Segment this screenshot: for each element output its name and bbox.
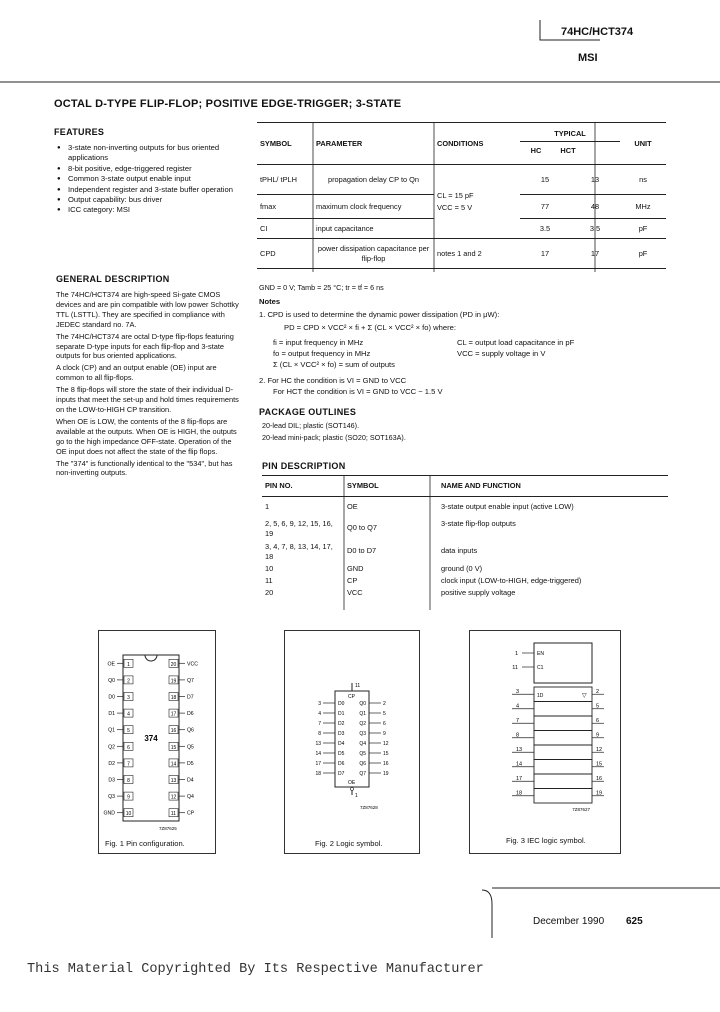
col-unit: UNIT	[620, 123, 666, 165]
register-cell	[534, 774, 592, 789]
input-label: D5	[338, 751, 345, 757]
figure-3-caption: Fig. 3 IEC logic symbol.	[506, 836, 586, 845]
pin-name: ground (0 V)	[441, 564, 483, 573]
pin-label: D6	[187, 711, 194, 718]
output-pin-number: 15	[383, 751, 389, 757]
general-heading: GENERAL DESCRIPTION	[56, 274, 170, 284]
output-pin-number: 6	[383, 721, 386, 727]
input-label: D1	[338, 711, 345, 717]
pin-label: Q0	[108, 677, 115, 684]
output-pin-number: 5	[596, 703, 600, 710]
pin-label: Q6	[187, 727, 194, 734]
pin-number: 12	[170, 794, 177, 801]
note-1: 1. CPD is used to determine the dynamic power dissipation (PD in μW):	[259, 310, 500, 319]
table-rules	[257, 122, 667, 282]
pin-symbol: D0 to D7	[347, 546, 377, 555]
col-parameter: PARAMETER	[313, 123, 434, 165]
pin-number: 8	[127, 778, 130, 784]
feature-item: ● Output capability: bus driver	[56, 195, 246, 205]
figure-code: 7Z87627	[572, 807, 590, 812]
input-pin-number: 4	[318, 711, 321, 717]
output-label: Q7	[359, 771, 366, 777]
pin-no: 20	[265, 588, 274, 597]
row-symbol: fmax	[257, 195, 313, 219]
pin-symbol: Q0 to Q7	[347, 523, 377, 532]
package-line: 20-lead DIL; plastic (SOT146).	[262, 421, 360, 430]
pin-label: Q2	[108, 744, 115, 751]
general-paragraph: The 74HC/HCT374 are octal D-type flip-flops featuring separate D-type inputs for each flip-flop and 3-state outputs for bus oriented applications.	[56, 331, 234, 361]
copyright-notice: This Material Copyrighted By Its Respective Manufacturer	[27, 962, 484, 977]
pin-label: VCC	[187, 661, 198, 668]
row-parameter: input capacitance	[313, 219, 434, 239]
feature-item: ● Common 3-state output enable input	[56, 174, 246, 184]
note-fo: fo = output frequency in MHz	[273, 349, 371, 358]
input-pin-number: 18	[516, 790, 523, 797]
pin-col-name: NAME AND FUNCTION	[441, 481, 521, 490]
pin-label: Q4	[187, 794, 194, 801]
row-hct: 48	[570, 195, 620, 219]
note-sum: Σ (CL × VCC² × fo) = sum of outputs	[273, 360, 395, 369]
oe-bubble	[351, 788, 354, 791]
input-label: D0	[338, 701, 345, 707]
input-pin-number: 13	[516, 746, 523, 753]
row-unit: MHz	[620, 195, 666, 219]
row-hct: 13	[570, 165, 620, 195]
notes-heading: Notes	[259, 297, 281, 306]
pin-number: 2	[127, 678, 130, 685]
output-pin-number: 19	[596, 790, 603, 797]
register-cell	[534, 731, 592, 746]
pin-col-no: PIN NO.	[265, 481, 293, 490]
row-symbol: tPHL/ tPLH	[257, 165, 313, 195]
input-pin-number: 18	[315, 771, 321, 777]
pin-no: 10	[265, 564, 274, 573]
pin-number: 20	[170, 661, 177, 668]
figure-3	[469, 630, 621, 854]
feature-item: ● 8-bit positive, edge-triggered register	[56, 164, 246, 174]
general-paragraph: The 8 flip-flops will store the state of their individual D-inputs that meet the set-up and hold times requirements on the LOW-to-HIGH CP transition.	[56, 385, 239, 414]
figure-code: 7Z87628	[360, 805, 378, 810]
pin-number: 19	[170, 678, 177, 685]
register-cell	[534, 702, 592, 717]
input-pin-number: 3	[516, 688, 520, 695]
pin-number: 5	[127, 728, 130, 735]
pin-label: D4	[187, 777, 194, 784]
col-conditions: CONDITIONS	[434, 123, 520, 165]
row-hct: 3.5	[570, 219, 620, 239]
note-formula: PD = CPD × VCC² × fi + Σ (CL × VCC² × fo) where:	[284, 323, 456, 332]
msi-label: MSI	[578, 52, 598, 64]
output-label: Q6	[359, 761, 366, 767]
data-label: 1D	[537, 693, 544, 699]
header-rule	[0, 0, 720, 90]
row-hct: 17	[570, 239, 620, 269]
row-parameter: propagation delay CP to Qn	[313, 165, 434, 195]
pin-number: 3	[127, 695, 130, 701]
row-hc: 17	[520, 239, 570, 269]
pin-number: 13	[170, 778, 177, 784]
cp-pin-number: 11	[355, 683, 361, 689]
clock-label: C1	[537, 665, 544, 671]
register-cell	[534, 789, 592, 804]
pin-no: 1	[265, 502, 270, 511]
register-cell	[534, 716, 592, 731]
pin-symbol: CP	[347, 576, 358, 585]
pin-label: D0	[108, 694, 115, 701]
input-label: D4	[338, 741, 345, 747]
feature-item: ● ICC category: MSI	[56, 205, 246, 215]
row-symbol: CPD	[257, 239, 313, 269]
pin-name: 3-state flip-flop outputs	[441, 519, 516, 528]
input-pin-number: 8	[318, 731, 321, 737]
iec-logic-symbol-diagram	[470, 631, 620, 831]
pin-col-symbol: SYMBOL	[347, 481, 379, 490]
input-pin-number: 4	[516, 703, 520, 710]
input-pin-number: 3	[318, 701, 321, 707]
row-hc: 77	[520, 195, 570, 219]
output-label: Q0	[359, 701, 366, 707]
output-pin-number: 2	[596, 688, 600, 695]
features-heading: FEATURES	[54, 127, 105, 137]
input-pin-number: 8	[516, 732, 520, 739]
output-pin-number: 9	[596, 732, 600, 739]
general-paragraph: When OE is LOW, the contents of the 8 flip-flops are available at the outputs. When OE is HIGH, the outputs go to the high impedance OFF-state. Operation of the OE input does not affect the state of the flip flops.	[56, 416, 237, 456]
input-label: D6	[338, 761, 345, 767]
pin-no: 11	[265, 576, 273, 585]
row-hc: 3.5	[520, 219, 570, 239]
condition-cl: CL = 15 pF	[437, 190, 474, 200]
pin-symbol: GND	[347, 564, 364, 573]
input-pin-number: 13	[315, 741, 321, 747]
output-pin-number: 5	[383, 711, 386, 717]
col-hc: HC	[530, 146, 542, 155]
feature-item: ● Independent register and 3-state buffer operation	[56, 185, 246, 195]
col-hct: HCT	[560, 146, 576, 155]
pin-number: 6	[127, 744, 130, 751]
pin-symbol: VCC	[347, 588, 363, 597]
tristate-symbol: ▽	[582, 693, 587, 699]
pin-label: D3	[108, 777, 115, 784]
pins-heading: PIN DESCRIPTION	[262, 461, 346, 471]
figure-1	[98, 630, 216, 854]
output-label: Q2	[359, 721, 366, 727]
pin-label: GND	[103, 810, 115, 817]
enable-label: EN	[537, 651, 544, 657]
typical-label: TYPICAL	[520, 127, 620, 142]
pin-table-rules	[262, 475, 672, 615]
clock-pin-number: 11	[512, 665, 518, 671]
note-cl: CL = output load capacitance in pF	[457, 338, 575, 347]
pin-number: 11	[170, 811, 177, 818]
row-parameter: maximum clock frequency	[313, 195, 434, 219]
general-paragraph: The "374" is functionally identical to the "534", but has non-inverting outputs.	[56, 458, 233, 478]
row-unit: ns	[620, 165, 666, 195]
row-symbol: CI	[257, 219, 313, 239]
package-line: 20-lead mini-pack; plastic (SO20; SOT163A).	[262, 433, 406, 442]
pin-symbol: OE	[347, 502, 358, 511]
col-symbol: SYMBOL	[257, 123, 313, 165]
pin-label: Q7	[187, 677, 194, 684]
pin-number: 14	[170, 761, 177, 768]
input-pin-number: 17	[516, 775, 523, 782]
pin-label: CP	[187, 810, 195, 817]
page-title: OCTAL D-TYPE FLIP-FLOP; POSITIVE EDGE-TRIGGER; 3-STATE	[54, 98, 402, 110]
output-label: Q3	[359, 731, 366, 737]
row-unit: pF	[620, 219, 666, 239]
pin-label: D2	[108, 760, 115, 767]
general-paragraph: A clock (CP) and an output enable (OE) input are common to all flip-flops.	[56, 363, 217, 383]
output-pin-number: 2	[383, 701, 386, 707]
output-pin-number: 16	[596, 775, 603, 782]
pin-label: D7	[187, 694, 194, 701]
input-pin-number: 17	[315, 761, 321, 767]
pin-number: 9	[127, 794, 130, 801]
pin-number: 15	[170, 744, 177, 751]
pin-name: positive supply voltage	[441, 588, 516, 597]
features-list	[56, 143, 246, 216]
note-2a: 2. For HC the condition is VI = GND to VCC	[259, 376, 407, 385]
output-pin-number: 19	[383, 771, 389, 777]
pin-configuration-diagram	[99, 631, 215, 831]
pin-number: 1	[127, 661, 130, 668]
pin-number: 7	[127, 761, 130, 768]
footer-rule	[0, 880, 720, 950]
dip-notch	[145, 655, 157, 661]
package-heading: PACKAGE OUTLINES	[259, 407, 357, 417]
register-cell	[534, 760, 592, 775]
pin-number: 16	[170, 728, 177, 735]
pin-number: 18	[170, 695, 177, 701]
pin-number: 17	[170, 711, 177, 718]
footer-date: December 1990	[533, 916, 605, 927]
pin-no: 2, 5, 6, 9, 12, 15, 16, 19	[265, 519, 333, 538]
row-parameter: power dissipation capacitance per flip-flop	[313, 239, 434, 269]
input-label: D7	[338, 771, 345, 777]
gnd-conditions: GND = 0 V; Tamb = 25 °C; tr = tf = 6 ns	[259, 283, 384, 292]
register-cell	[534, 745, 592, 760]
control-block	[534, 643, 592, 683]
output-label: Q5	[359, 751, 366, 757]
figure-2	[284, 630, 420, 854]
input-label: D2	[338, 721, 345, 727]
figure-code: 7Z87625	[159, 826, 177, 831]
oe-pin-number: 1	[355, 793, 358, 799]
input-pin-number: 7	[516, 717, 520, 724]
output-pin-number: 15	[596, 761, 603, 768]
output-pin-number: 6	[596, 717, 600, 724]
pin-label: Q1	[108, 727, 115, 734]
pin-no: 3, 4, 7, 8, 13, 14, 17, 18	[265, 542, 333, 561]
oe-label: OE	[348, 780, 356, 786]
chip-label: 374	[144, 734, 158, 743]
pin-label: Q3	[108, 794, 115, 801]
cp-label: CP	[348, 694, 355, 700]
pin-name: clock input (LOW-to-HIGH, edge-triggered)	[441, 576, 582, 585]
input-pin-number: 14	[315, 751, 321, 757]
general-paragraph: The 74HC/HCT374 are high-speed Si-gate CMOS devices and are pin compatible with low power Schottky TTL (LSTTL). They are specified in compliance with JEDEC standard no. 7A.	[56, 290, 239, 329]
output-label: Q1	[359, 711, 366, 717]
input-label: D3	[338, 731, 345, 737]
note-2b: For HCT the condition is VI = GND to VCC − 1.5 V	[273, 387, 443, 396]
figure-1-caption: Fig. 1 Pin configuration.	[105, 839, 185, 848]
pin-number: 4	[127, 711, 130, 718]
row-unit: pF	[620, 239, 666, 269]
feature-item: ● 3-state non-inverting outputs for bus oriented applications	[56, 143, 246, 164]
row-conditions: notes 1 and 2	[434, 239, 520, 269]
part-number: 74HC/HCT374	[561, 26, 634, 38]
note-fi: fi = input frequency in MHz	[273, 338, 364, 347]
pin-name: data inputs	[441, 546, 478, 555]
output-pin-number: 9	[383, 731, 386, 737]
output-pin-number: 12	[596, 746, 603, 753]
general-description	[56, 290, 242, 480]
figure-2-caption: Fig. 2 Logic symbol.	[315, 839, 383, 848]
output-label: Q4	[359, 741, 366, 747]
pin-number: 10	[125, 811, 132, 818]
footer-page: 625	[626, 916, 643, 927]
input-pin-number: 7	[318, 721, 321, 727]
pin-label: D5	[187, 760, 194, 767]
pin-label: D1	[108, 711, 115, 718]
pin-label: OE	[107, 661, 115, 668]
pin-label: Q5	[187, 744, 194, 751]
row-hc: 15	[520, 165, 570, 195]
input-pin-number: 14	[516, 761, 523, 768]
pin-name: 3-state output enable input (active LOW)	[441, 502, 574, 511]
output-pin-number: 12	[383, 741, 389, 747]
output-pin-number: 16	[383, 761, 389, 767]
condition-vcc: VCC = 5 V	[437, 202, 473, 212]
logic-symbol-diagram	[285, 631, 419, 831]
note-vcc: VCC = supply voltage in V	[457, 349, 546, 358]
enable-pin-number: 1	[514, 651, 518, 657]
